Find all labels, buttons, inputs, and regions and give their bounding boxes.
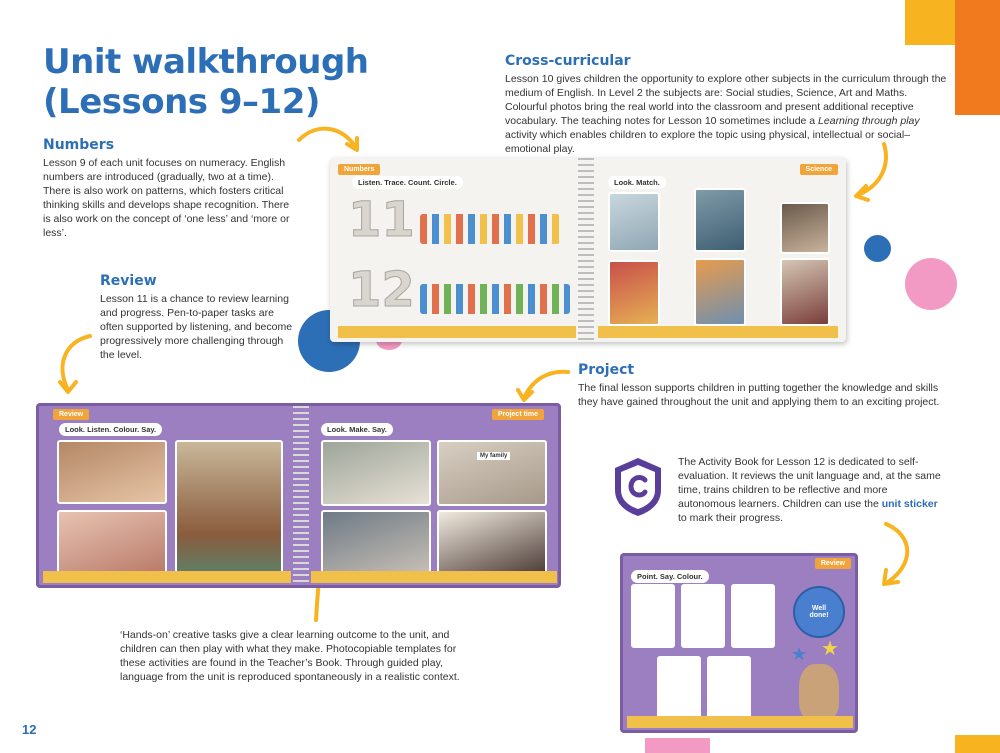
science-footer-bar: [598, 326, 838, 338]
ab-card-5: [707, 656, 751, 720]
numbers-heading: Numbers: [43, 137, 115, 153]
ab-card-4: [657, 656, 701, 720]
ab-footer-bar: [627, 716, 853, 728]
activity-book-review-page: [620, 553, 858, 733]
well-done-text: Well done!: [809, 605, 829, 619]
project-instruction: Look. Make. Say.: [321, 423, 393, 436]
numbers-tag: Numbers: [338, 164, 380, 175]
digit-twelve: 12: [348, 262, 415, 318]
review-text: Lesson 11 is a chance to review learning and progress. Pen-to-paper tasks are often supported by listening, and become progressively more challenging through the level.: [100, 293, 293, 361]
deco-blue-circle-small: [864, 235, 891, 262]
review-photo-grandpa: [57, 440, 167, 504]
numbers-text: Lesson 9 of each unit focuses on numeracy. English numbers are introduced (gradually, two at a time). There is also work on patterns, which fosters critical thinking skills and develops shape recognition. There is also work on the concept of ‘one less’ and ‘more or less’.: [43, 157, 290, 239]
digit-eleven: 11: [348, 192, 415, 248]
science-photo-girl: [694, 188, 746, 252]
ab-review-tag: Review: [815, 558, 851, 569]
science-photo-boy: [694, 258, 746, 326]
activity-book-text: [678, 455, 948, 525]
page-number: 12: [22, 722, 37, 737]
arrow-to-science-spread: [848, 140, 898, 205]
unit-shield-icon: [612, 456, 664, 518]
ab-card-2: [681, 584, 725, 648]
review-photo-basketball: [175, 440, 283, 576]
cross-text-italic: Learning through play: [818, 115, 920, 127]
project-photo-child: [437, 510, 547, 576]
my-family-label: My family: [477, 452, 510, 460]
cross-curricular-heading: Cross-curricular: [505, 53, 631, 69]
ab-text-a: The Activity Book for Lesson 12 is dedicated to self-evaluation. It reviews the unit language and, at the same time, trains children to be reflective and more autonomous learners. Children can use the: [678, 456, 941, 510]
ab-card-3: [731, 584, 775, 648]
review-instruction: Look. Listen. Colour. Say.: [59, 423, 162, 436]
star-sticker-yellow-icon: ★: [821, 638, 839, 660]
science-tag: Science: [800, 164, 838, 175]
arrow-to-project-spread: [512, 366, 572, 406]
review-tag: Review: [53, 409, 89, 420]
star-sticker-icon: ★: [791, 644, 808, 664]
ab-card-1: [631, 584, 675, 648]
numbers-science-spread: [330, 158, 846, 342]
people-row-twelve: [420, 284, 570, 314]
hands-on-text: ‘Hands-on’ creative tasks give a clear learning outcome to the unit, and children can then play with what they make. Photocopiable templates for these activities are found in the Teacher’s Book. Through guided play, language from the unit is reproduced spontaneously in a realistic context.: [120, 629, 460, 683]
numbers-instruction: Listen. Trace. Count. Circle.: [352, 176, 463, 189]
ab-text-b: to mark their progress.: [678, 512, 784, 524]
deco-pink-bottom: [645, 738, 710, 753]
cross-text-a: Lesson 10 gives children the opportunity to explore other subjects in the curriculum through the medium of English. In Level 2 the subjects are: Social studies, Science, Art and Maths. Colourful photos bring the real world into the classroom and present additional receptive vocabulary. The teaching notes for Lesson 10 sometimes include a: [505, 73, 947, 127]
review-footer-bar: [43, 571, 291, 583]
mouse-mascot: [799, 664, 839, 720]
deco-yellow-block: [905, 0, 955, 45]
deco-orange-block: [955, 0, 1000, 115]
review-photo-girls: [57, 510, 167, 576]
title-line-2: (Lessons 9–12): [43, 82, 320, 122]
title-line-1: Unit walkthrough: [43, 42, 369, 82]
spiral-binding: [578, 158, 594, 342]
science-photo-baby: [608, 192, 660, 252]
arrow-to-ab-spread: [870, 520, 920, 590]
numbers-footer-bar: [338, 326, 576, 338]
science-instruction: Look. Match.: [608, 176, 666, 189]
project-photo-family: [437, 440, 547, 506]
arrow-to-numbers-spread: [295, 120, 365, 160]
deco-yellow-bottom: [955, 735, 1000, 753]
well-done-star-badge: [793, 586, 845, 638]
review-spiral-binding: [293, 406, 309, 588]
project-time-tag: Project time: [492, 409, 544, 420]
people-row-eleven: [420, 214, 560, 244]
review-project-spread: [36, 403, 561, 588]
project-heading: Project: [578, 362, 635, 378]
deco-pink-circle-large: [905, 258, 957, 310]
project-photo-book: [321, 510, 431, 576]
page-title: [43, 42, 369, 122]
review-heading: Review: [100, 273, 157, 289]
project-photo-drawing: [321, 440, 431, 506]
cross-text-b: activity which enables children to explore the topic using physical, intellectual or social–emotional play.: [505, 129, 911, 155]
arrow-to-review-spread: [50, 330, 100, 400]
science-photo-toddler: [608, 260, 660, 326]
science-photo-woman: [780, 202, 830, 254]
science-photo-man: [780, 258, 830, 326]
project-footer-bar: [311, 571, 557, 583]
ab-instruction: Point. Say. Colour.: [631, 570, 709, 583]
ab-text-bold: unit sticker: [881, 498, 938, 510]
project-text: The final lesson supports children in putting together the knowledge and skills they have gained throughout the unit and applying them to an exciting project.: [578, 382, 940, 408]
